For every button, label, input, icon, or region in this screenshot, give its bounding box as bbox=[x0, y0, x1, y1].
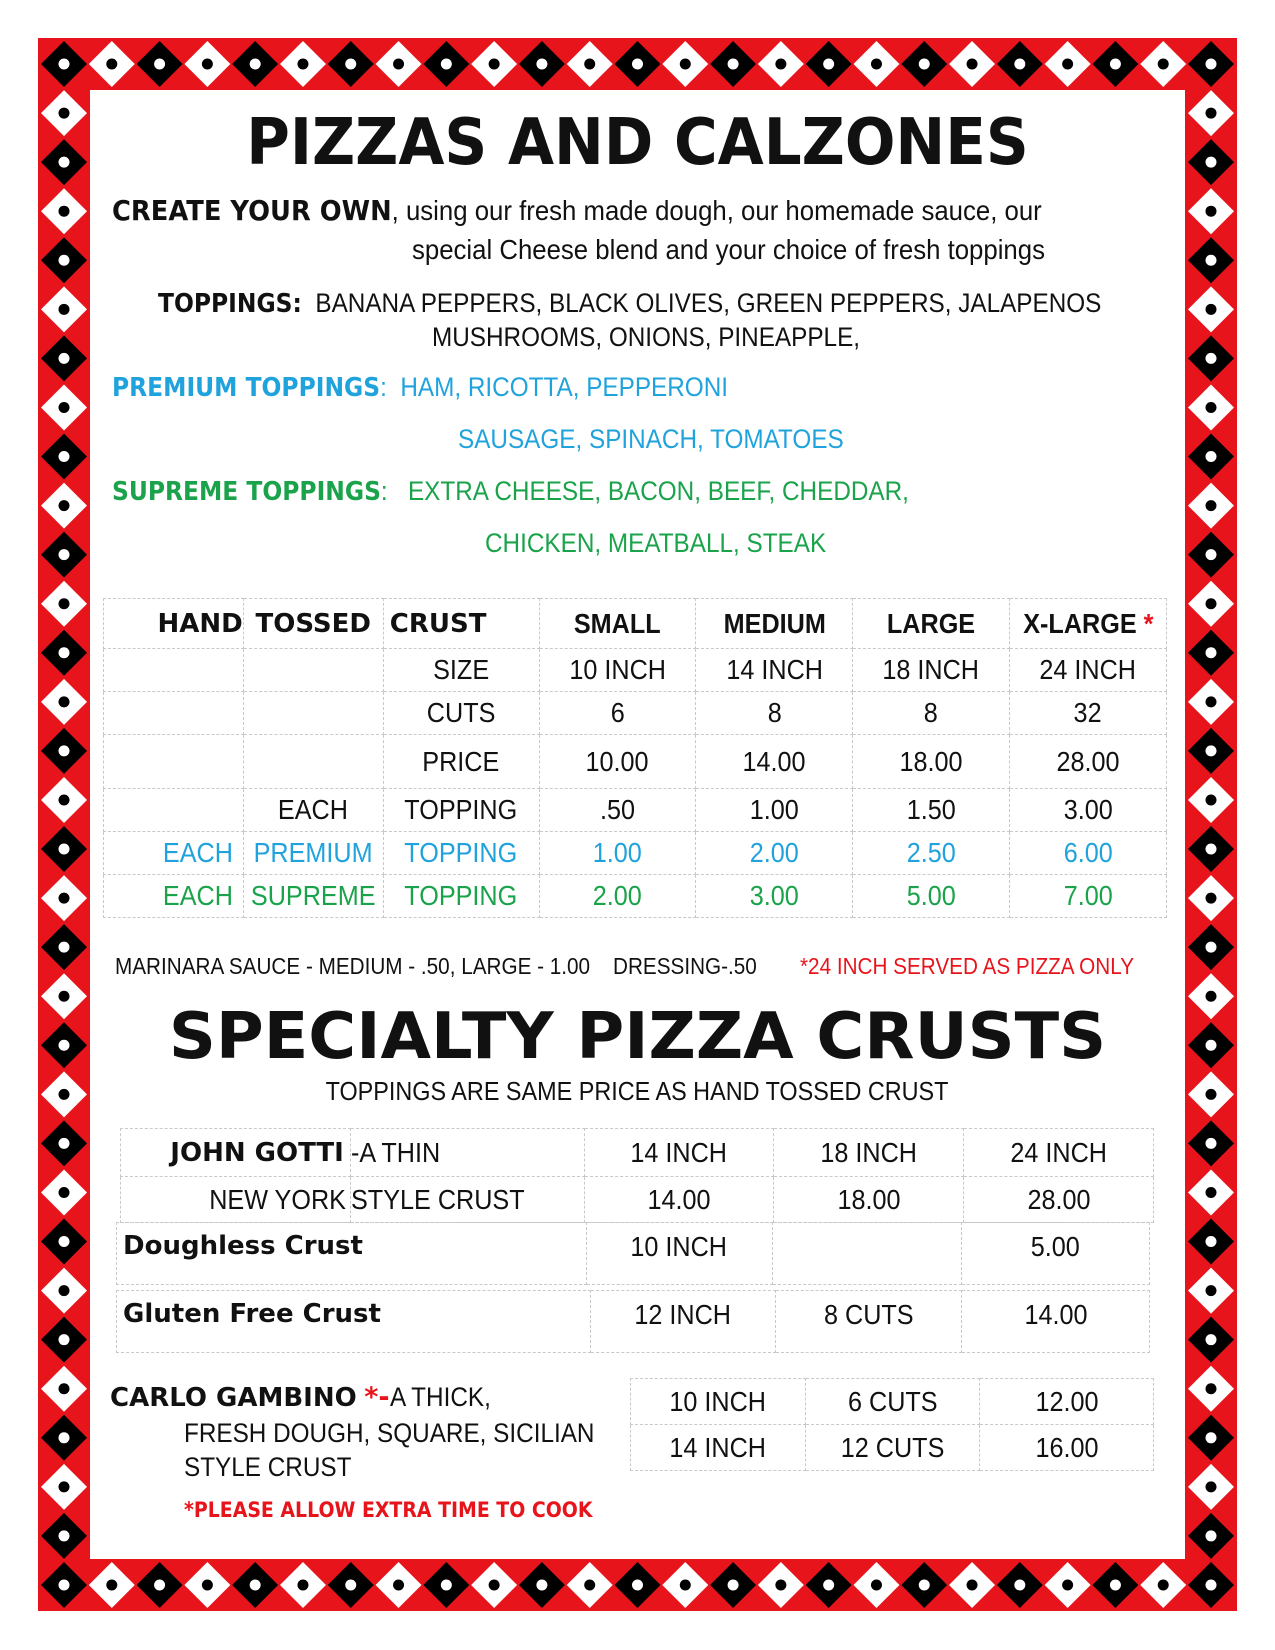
gotti-size-3: 24 INCH bbox=[964, 1129, 1154, 1177]
border-dot bbox=[297, 59, 308, 70]
border-dot bbox=[1206, 1187, 1217, 1198]
border-dot bbox=[1206, 1383, 1217, 1394]
premium-list-1: HAM, RICOTTA, PEPPERONI bbox=[400, 372, 729, 402]
cook-time-note: *PLEASE ALLOW EXTRA TIME TO COOK bbox=[184, 1498, 593, 1522]
border-dot bbox=[154, 59, 165, 70]
header-hand: HAND bbox=[104, 599, 244, 649]
border-dot bbox=[59, 1580, 70, 1591]
gluten-free-name: Gluten Free Crust bbox=[117, 1291, 591, 1353]
premium-line-1 bbox=[112, 372, 728, 403]
table-cell bbox=[243, 735, 383, 789]
border-dot bbox=[345, 1580, 356, 1591]
border-dot bbox=[1206, 549, 1217, 560]
border-dot bbox=[1206, 108, 1217, 119]
border-dot bbox=[59, 304, 70, 315]
gluten-free-size: 12 INCH bbox=[590, 1291, 776, 1353]
table-cell: 6.00 bbox=[1009, 832, 1166, 875]
border-dot bbox=[202, 1580, 213, 1591]
premium-list-2: SAUSAGE, SPINACH, TOMATOES bbox=[458, 424, 844, 454]
border-dot bbox=[1206, 1432, 1217, 1443]
table-cell: CUTS bbox=[383, 692, 539, 735]
table-cell: 14 INCH bbox=[696, 649, 853, 692]
border-dot bbox=[1206, 1040, 1217, 1051]
table-cell bbox=[104, 735, 244, 789]
border-dot bbox=[489, 1580, 500, 1591]
border-dot bbox=[1206, 157, 1217, 168]
border-dot bbox=[1206, 647, 1217, 658]
border-dot bbox=[59, 598, 70, 609]
border-dot bbox=[1110, 59, 1121, 70]
specialty-title: SPECIALTY PIZZA CRUSTS bbox=[168, 1000, 1107, 1074]
border-dot bbox=[919, 59, 930, 70]
border-dot bbox=[1206, 1138, 1217, 1149]
table-cell: PREMIUM bbox=[243, 832, 383, 875]
border-dot bbox=[584, 59, 595, 70]
border-dot bbox=[59, 1383, 70, 1394]
border-dot bbox=[59, 1089, 70, 1100]
create-your-own-label: CREATE YOUR OWN bbox=[112, 194, 392, 227]
table-cell: EACH bbox=[104, 875, 244, 918]
topping-price-row bbox=[104, 875, 1167, 918]
gambino-desc-3: STYLE CRUST bbox=[184, 1452, 352, 1482]
border-dot bbox=[1206, 1530, 1217, 1541]
table-cell: 2.00 bbox=[539, 875, 696, 918]
border-dot bbox=[919, 1580, 930, 1591]
gambino-desc-1: A THICK, bbox=[389, 1382, 491, 1412]
border-dot bbox=[823, 1580, 834, 1591]
intro-text-2: special Cheese blend and your choice of fresh toppings bbox=[412, 234, 1045, 265]
header-crust: CRUST bbox=[383, 599, 539, 649]
border-dot bbox=[1206, 794, 1217, 805]
gambino-price-2: 16.00 bbox=[980, 1425, 1154, 1471]
border-dot bbox=[1206, 1334, 1217, 1345]
border-dot bbox=[250, 1580, 261, 1591]
gambino-star: *- bbox=[364, 1382, 390, 1413]
border-dot bbox=[297, 1580, 308, 1591]
table-cell: 18 INCH bbox=[853, 649, 1010, 692]
table-cell: 10 INCH bbox=[539, 649, 696, 692]
gambino-line-1 bbox=[110, 1382, 502, 1413]
border-dot bbox=[59, 844, 70, 855]
border-dot bbox=[632, 1580, 643, 1591]
border-dot bbox=[1206, 59, 1217, 70]
table-cell: 24 INCH bbox=[1009, 649, 1166, 692]
border-dot bbox=[393, 1580, 404, 1591]
table-row bbox=[104, 735, 1167, 789]
gotti-desc-2b: STYLE CRUST bbox=[350, 1177, 584, 1223]
border-dot bbox=[441, 1580, 452, 1591]
table-row bbox=[104, 692, 1167, 735]
border-dot bbox=[250, 59, 261, 70]
premium-colon: : bbox=[380, 372, 387, 402]
border-dot bbox=[1206, 1236, 1217, 1247]
border-dot bbox=[59, 1236, 70, 1247]
table-cell: 3.00 bbox=[696, 875, 853, 918]
gambino-cuts-1: 6 CUTS bbox=[805, 1379, 980, 1425]
header-tossed: TOSSED bbox=[243, 599, 383, 649]
doughless-price: 5.00 bbox=[962, 1223, 1150, 1285]
border-dot bbox=[1158, 1580, 1169, 1591]
marinara-note: MARINARA SAUCE - MEDIUM - .50, LARGE - 1.00 bbox=[115, 953, 591, 979]
border-dot bbox=[1206, 1285, 1217, 1296]
table-cell: 10.00 bbox=[539, 735, 696, 789]
table-row bbox=[104, 649, 1167, 692]
topping-price-row bbox=[104, 789, 1167, 832]
border-dot bbox=[871, 59, 882, 70]
border-dot bbox=[59, 745, 70, 756]
premium-toppings-label: PREMIUM TOPPINGS bbox=[112, 373, 381, 403]
toppings-label: TOPPINGS: bbox=[158, 289, 302, 319]
gotti-price-3: 28.00 bbox=[964, 1177, 1154, 1223]
border-dot bbox=[1206, 451, 1217, 462]
border-dot bbox=[1014, 1580, 1025, 1591]
gambino-price-1: 12.00 bbox=[980, 1379, 1154, 1425]
border-dot bbox=[59, 1138, 70, 1149]
gotti-size-2: 18 INCH bbox=[774, 1129, 964, 1177]
table-cell: 18.00 bbox=[853, 735, 1010, 789]
table-cell: .50 bbox=[539, 789, 696, 832]
border-dot bbox=[345, 59, 356, 70]
table-cell: TOPPING bbox=[383, 832, 539, 875]
border-dot bbox=[59, 500, 70, 511]
table-cell: SIZE bbox=[383, 649, 539, 692]
border-dot bbox=[1206, 1481, 1217, 1492]
table-cell: PRICE bbox=[383, 735, 539, 789]
table-cell bbox=[243, 649, 383, 692]
border-dot bbox=[202, 59, 213, 70]
border-dot bbox=[1206, 745, 1217, 756]
border-dot bbox=[967, 59, 978, 70]
gambino-size-2: 14 INCH bbox=[631, 1425, 806, 1471]
dressing-note: DRESSING-.50 bbox=[613, 953, 757, 979]
border-dot bbox=[59, 647, 70, 658]
table-cell: 6 bbox=[539, 692, 696, 735]
gluten-free-table bbox=[116, 1290, 1150, 1353]
table-cell: EACH bbox=[243, 789, 383, 832]
gluten-free-cuts: 8 CUTS bbox=[776, 1291, 962, 1353]
table-cell: 2.50 bbox=[853, 832, 1010, 875]
border-dot bbox=[1206, 991, 1217, 1002]
doughless-table bbox=[116, 1222, 1150, 1285]
border-dot bbox=[59, 696, 70, 707]
gotti-name: JOHN GOTTI bbox=[121, 1129, 351, 1177]
table-header-row bbox=[104, 599, 1167, 649]
table-cell: 14.00 bbox=[696, 735, 853, 789]
header-xlarge: X-LARGE * bbox=[1009, 599, 1166, 649]
gambino-desc-2: FRESH DOUGH, SQUARE, SICILIAN bbox=[184, 1418, 595, 1448]
toppings-list-2: MUSHROOMS, ONIONS, PINEAPPLE, bbox=[432, 322, 861, 352]
border-dot bbox=[59, 1285, 70, 1296]
table-cell: 28.00 bbox=[1009, 735, 1166, 789]
border-dot bbox=[680, 59, 691, 70]
border-dot bbox=[1062, 1580, 1073, 1591]
table-cell: 1.00 bbox=[696, 789, 853, 832]
border-dot bbox=[1206, 304, 1217, 315]
toppings-line-1 bbox=[158, 288, 1101, 319]
border-dot bbox=[59, 353, 70, 364]
border-dot bbox=[1206, 500, 1217, 511]
gotti-size-1: 14 INCH bbox=[584, 1129, 774, 1177]
supreme-list-1: EXTRA CHEESE, BACON, BEEF, CHEDDAR, bbox=[407, 476, 909, 506]
border-dot bbox=[59, 794, 70, 805]
border-dot bbox=[59, 206, 70, 217]
gotti-price-2: 18.00 bbox=[774, 1177, 964, 1223]
gotti-desc-2a: NEW YORK bbox=[121, 1177, 351, 1223]
gotti-table bbox=[120, 1128, 1154, 1223]
border-dot bbox=[106, 1580, 117, 1591]
border-dot bbox=[154, 1580, 165, 1591]
border-dot bbox=[536, 59, 547, 70]
intro-line-1 bbox=[112, 194, 1042, 227]
border-dot bbox=[728, 59, 739, 70]
hand-tossed-price-table bbox=[103, 598, 1167, 918]
doughless-size: 10 INCH bbox=[586, 1223, 772, 1285]
xl-note: *24 INCH SERVED AS PIZZA ONLY bbox=[800, 953, 1135, 979]
page-title: PIZZAS AND CALZONES bbox=[246, 106, 1029, 180]
border-dot bbox=[536, 1580, 547, 1591]
table-cell bbox=[104, 649, 244, 692]
border-dot bbox=[59, 451, 70, 462]
table-cell: 7.00 bbox=[1009, 875, 1166, 918]
border-dot bbox=[441, 59, 452, 70]
doughless-mid bbox=[772, 1223, 962, 1285]
border-dot bbox=[1206, 206, 1217, 217]
table-cell: 3.00 bbox=[1009, 789, 1166, 832]
border-dot bbox=[1206, 893, 1217, 904]
border-dot bbox=[871, 1580, 882, 1591]
gambino-name: CARLO GAMBINO bbox=[110, 1383, 357, 1413]
table-cell bbox=[104, 692, 244, 735]
border-dot bbox=[1206, 844, 1217, 855]
border-dot bbox=[823, 59, 834, 70]
border-dot bbox=[59, 549, 70, 560]
table-cell: 5.00 bbox=[853, 875, 1010, 918]
table-cell bbox=[104, 789, 244, 832]
table-cell: 32 bbox=[1009, 692, 1166, 735]
border-dot bbox=[1206, 1089, 1217, 1100]
border-dot bbox=[59, 59, 70, 70]
border-dot bbox=[59, 255, 70, 266]
border-dot bbox=[1206, 402, 1217, 413]
border-dot bbox=[967, 1580, 978, 1591]
supreme-toppings-label: SUPREME TOPPINGS bbox=[112, 477, 381, 507]
header-large: LARGE bbox=[853, 599, 1010, 649]
border-dot bbox=[106, 59, 117, 70]
gluten-free-price: 14.00 bbox=[962, 1291, 1150, 1353]
border-dot bbox=[59, 157, 70, 168]
table-cell: 2.00 bbox=[696, 832, 853, 875]
table-cell: TOPPING bbox=[383, 789, 539, 832]
border-dot bbox=[59, 1481, 70, 1492]
table-cell: 8 bbox=[853, 692, 1010, 735]
header-small: SMALL bbox=[539, 599, 696, 649]
table-cell: SUPREME bbox=[243, 875, 383, 918]
intro-text-1: , using our fresh made dough, our homemade sauce, our bbox=[391, 195, 1042, 226]
border-dot bbox=[1206, 1580, 1217, 1591]
header-medium: MEDIUM bbox=[696, 599, 853, 649]
table-cell bbox=[243, 692, 383, 735]
specialty-subtitle: TOPPINGS ARE SAME PRICE AS HAND TOSSED CRUST bbox=[326, 1076, 949, 1106]
border-dot bbox=[59, 402, 70, 413]
border-dot bbox=[59, 1187, 70, 1198]
supreme-colon: : bbox=[380, 476, 388, 506]
supreme-list-2: CHICKEN, MEATBALL, STEAK bbox=[485, 528, 827, 558]
table-cell: 8 bbox=[696, 692, 853, 735]
border-dot bbox=[1206, 255, 1217, 266]
table-cell: TOPPING bbox=[383, 875, 539, 918]
border-dot bbox=[775, 59, 786, 70]
border-dot bbox=[59, 1530, 70, 1541]
border-dot bbox=[59, 1040, 70, 1051]
border-dot bbox=[1110, 1580, 1121, 1591]
gambino-size-1: 10 INCH bbox=[631, 1379, 806, 1425]
border-dot bbox=[59, 942, 70, 953]
border-dot bbox=[59, 1334, 70, 1345]
doughless-name: Doughless Crust bbox=[117, 1223, 587, 1285]
border-dot bbox=[393, 59, 404, 70]
border-dot bbox=[632, 59, 643, 70]
border-dot bbox=[1206, 598, 1217, 609]
border-dot bbox=[59, 893, 70, 904]
border-dot bbox=[1158, 59, 1169, 70]
border-dot bbox=[1206, 353, 1217, 364]
topping-price-row bbox=[104, 832, 1167, 875]
gotti-price-1: 14.00 bbox=[584, 1177, 774, 1223]
border-dot bbox=[1014, 59, 1025, 70]
gotti-desc-1: -A THIN bbox=[350, 1129, 584, 1177]
border-dot bbox=[489, 59, 500, 70]
border-dot bbox=[1206, 942, 1217, 953]
border-dot bbox=[728, 1580, 739, 1591]
border-dot bbox=[59, 991, 70, 1002]
toppings-list-1: BANANA PEPPERS, BLACK OLIVES, GREEN PEPPERS, JALAPENOS bbox=[315, 288, 1102, 318]
border-dot bbox=[775, 1580, 786, 1591]
border-dot bbox=[680, 1580, 691, 1591]
gambino-table bbox=[630, 1378, 1154, 1471]
border-dot bbox=[584, 1580, 595, 1591]
border-dot bbox=[1062, 59, 1073, 70]
border-dot bbox=[59, 108, 70, 119]
supreme-line-1 bbox=[112, 476, 909, 507]
table-cell: EACH bbox=[104, 832, 244, 875]
border-dot bbox=[59, 1432, 70, 1443]
table-cell: 1.00 bbox=[539, 832, 696, 875]
gambino-cuts-2: 12 CUTS bbox=[805, 1425, 980, 1471]
table-cell: 1.50 bbox=[853, 789, 1010, 832]
border-dot bbox=[1206, 696, 1217, 707]
